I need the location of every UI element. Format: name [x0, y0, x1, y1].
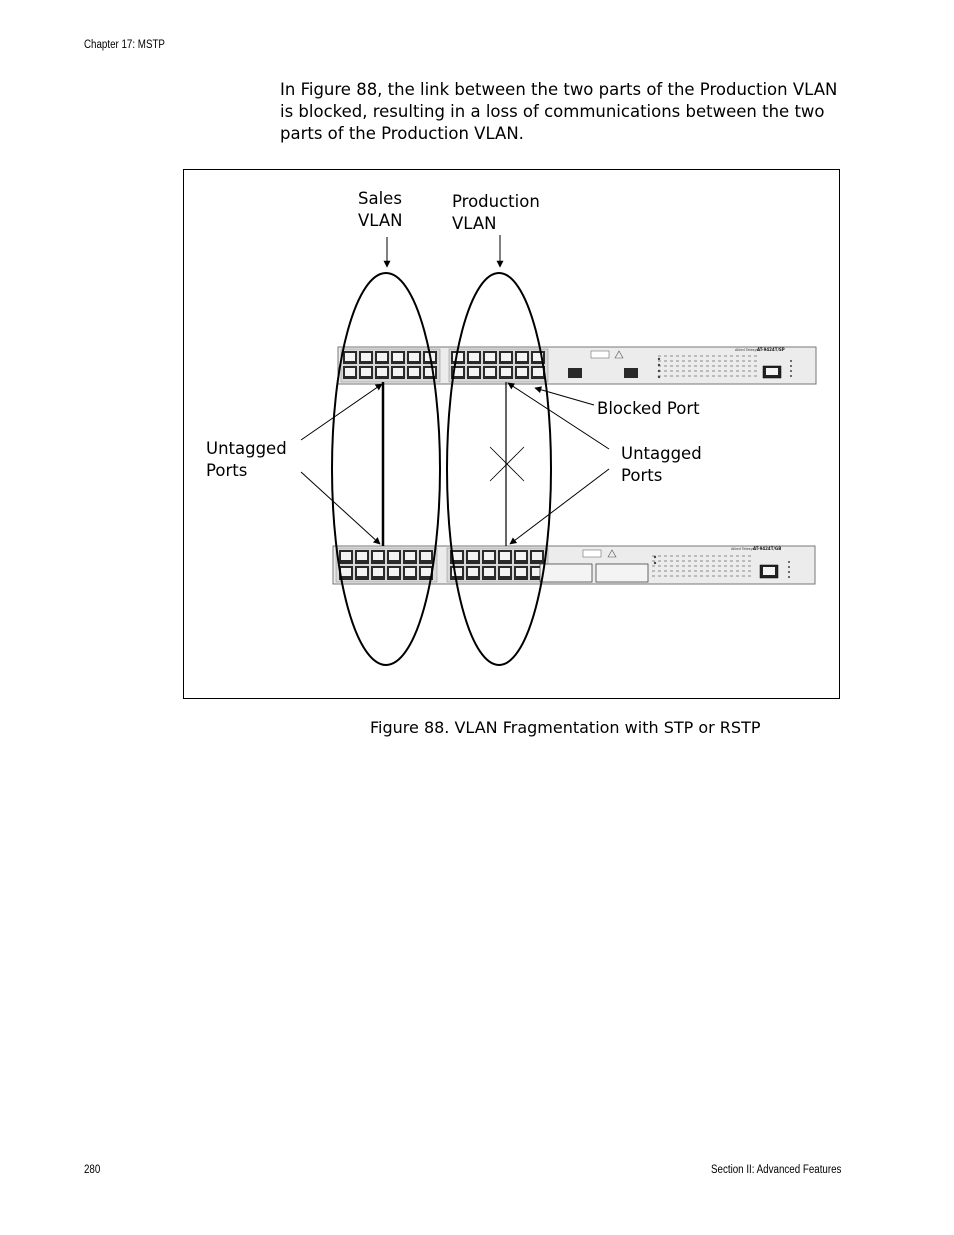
sales-vlan-label-2: VLAN — [358, 211, 403, 230]
untagged-ports-right-label-2: Ports — [621, 466, 663, 485]
production-vlan-ellipse — [447, 273, 551, 665]
switch-bottom-model: AT-9424T/GB — [753, 546, 782, 551]
intro-paragraph: In Figure 88, the link between the two parts of the Production VLAN is blocked, resulting in a loss of communications between the two parts of the Production VLAN. — [280, 80, 838, 143]
status-led-panel — [655, 354, 760, 380]
switch-top-brand: Allied Telesyn — [735, 348, 759, 352]
figure-caption: Figure 88. VLAN Fragmentation with STP or RSTP — [370, 718, 761, 737]
production-vlan-label-1: Production — [452, 192, 540, 211]
expansion-slot-icon — [596, 564, 648, 582]
switch-top — [338, 347, 816, 384]
untagged-right-arrow-bottom — [510, 469, 609, 544]
blocked-port-arrow — [535, 388, 594, 405]
untagged-ports-left-label-2: Ports — [206, 461, 248, 480]
untagged-right-arrow-top — [508, 383, 609, 449]
production-vlan-label-2: VLAN — [452, 214, 497, 233]
page-number: 280 — [84, 1164, 101, 1176]
sales-vlan-ellipse — [332, 273, 440, 665]
vlan-fragmentation-diagram — [183, 169, 840, 699]
section-footer: Section II: Advanced Features — [710, 1164, 841, 1176]
blocked-link-x-mark — [490, 447, 524, 481]
untagged-left-arrow-top — [301, 384, 382, 440]
untagged-ports-left-label-1: Untagged — [206, 439, 287, 458]
expansion-slot-icon — [540, 564, 592, 582]
sfp-slot-icon — [624, 368, 638, 378]
blocked-port-label: Blocked Port — [597, 399, 700, 418]
status-led-panel — [651, 553, 751, 580]
untagged-left-arrow-bottom — [301, 472, 380, 544]
switch-bottom — [333, 546, 815, 584]
sales-vlan-label-1: Sales — [358, 189, 402, 208]
chapter-header: Chapter 17: MSTP — [84, 39, 165, 51]
untagged-ports-right-label-1: Untagged — [621, 444, 702, 463]
sfp-slot-icon — [568, 368, 582, 378]
switch-bottom-brand: Allied Telesyn — [731, 547, 755, 551]
switch-top-model: AT-9424T/SP — [757, 347, 785, 352]
